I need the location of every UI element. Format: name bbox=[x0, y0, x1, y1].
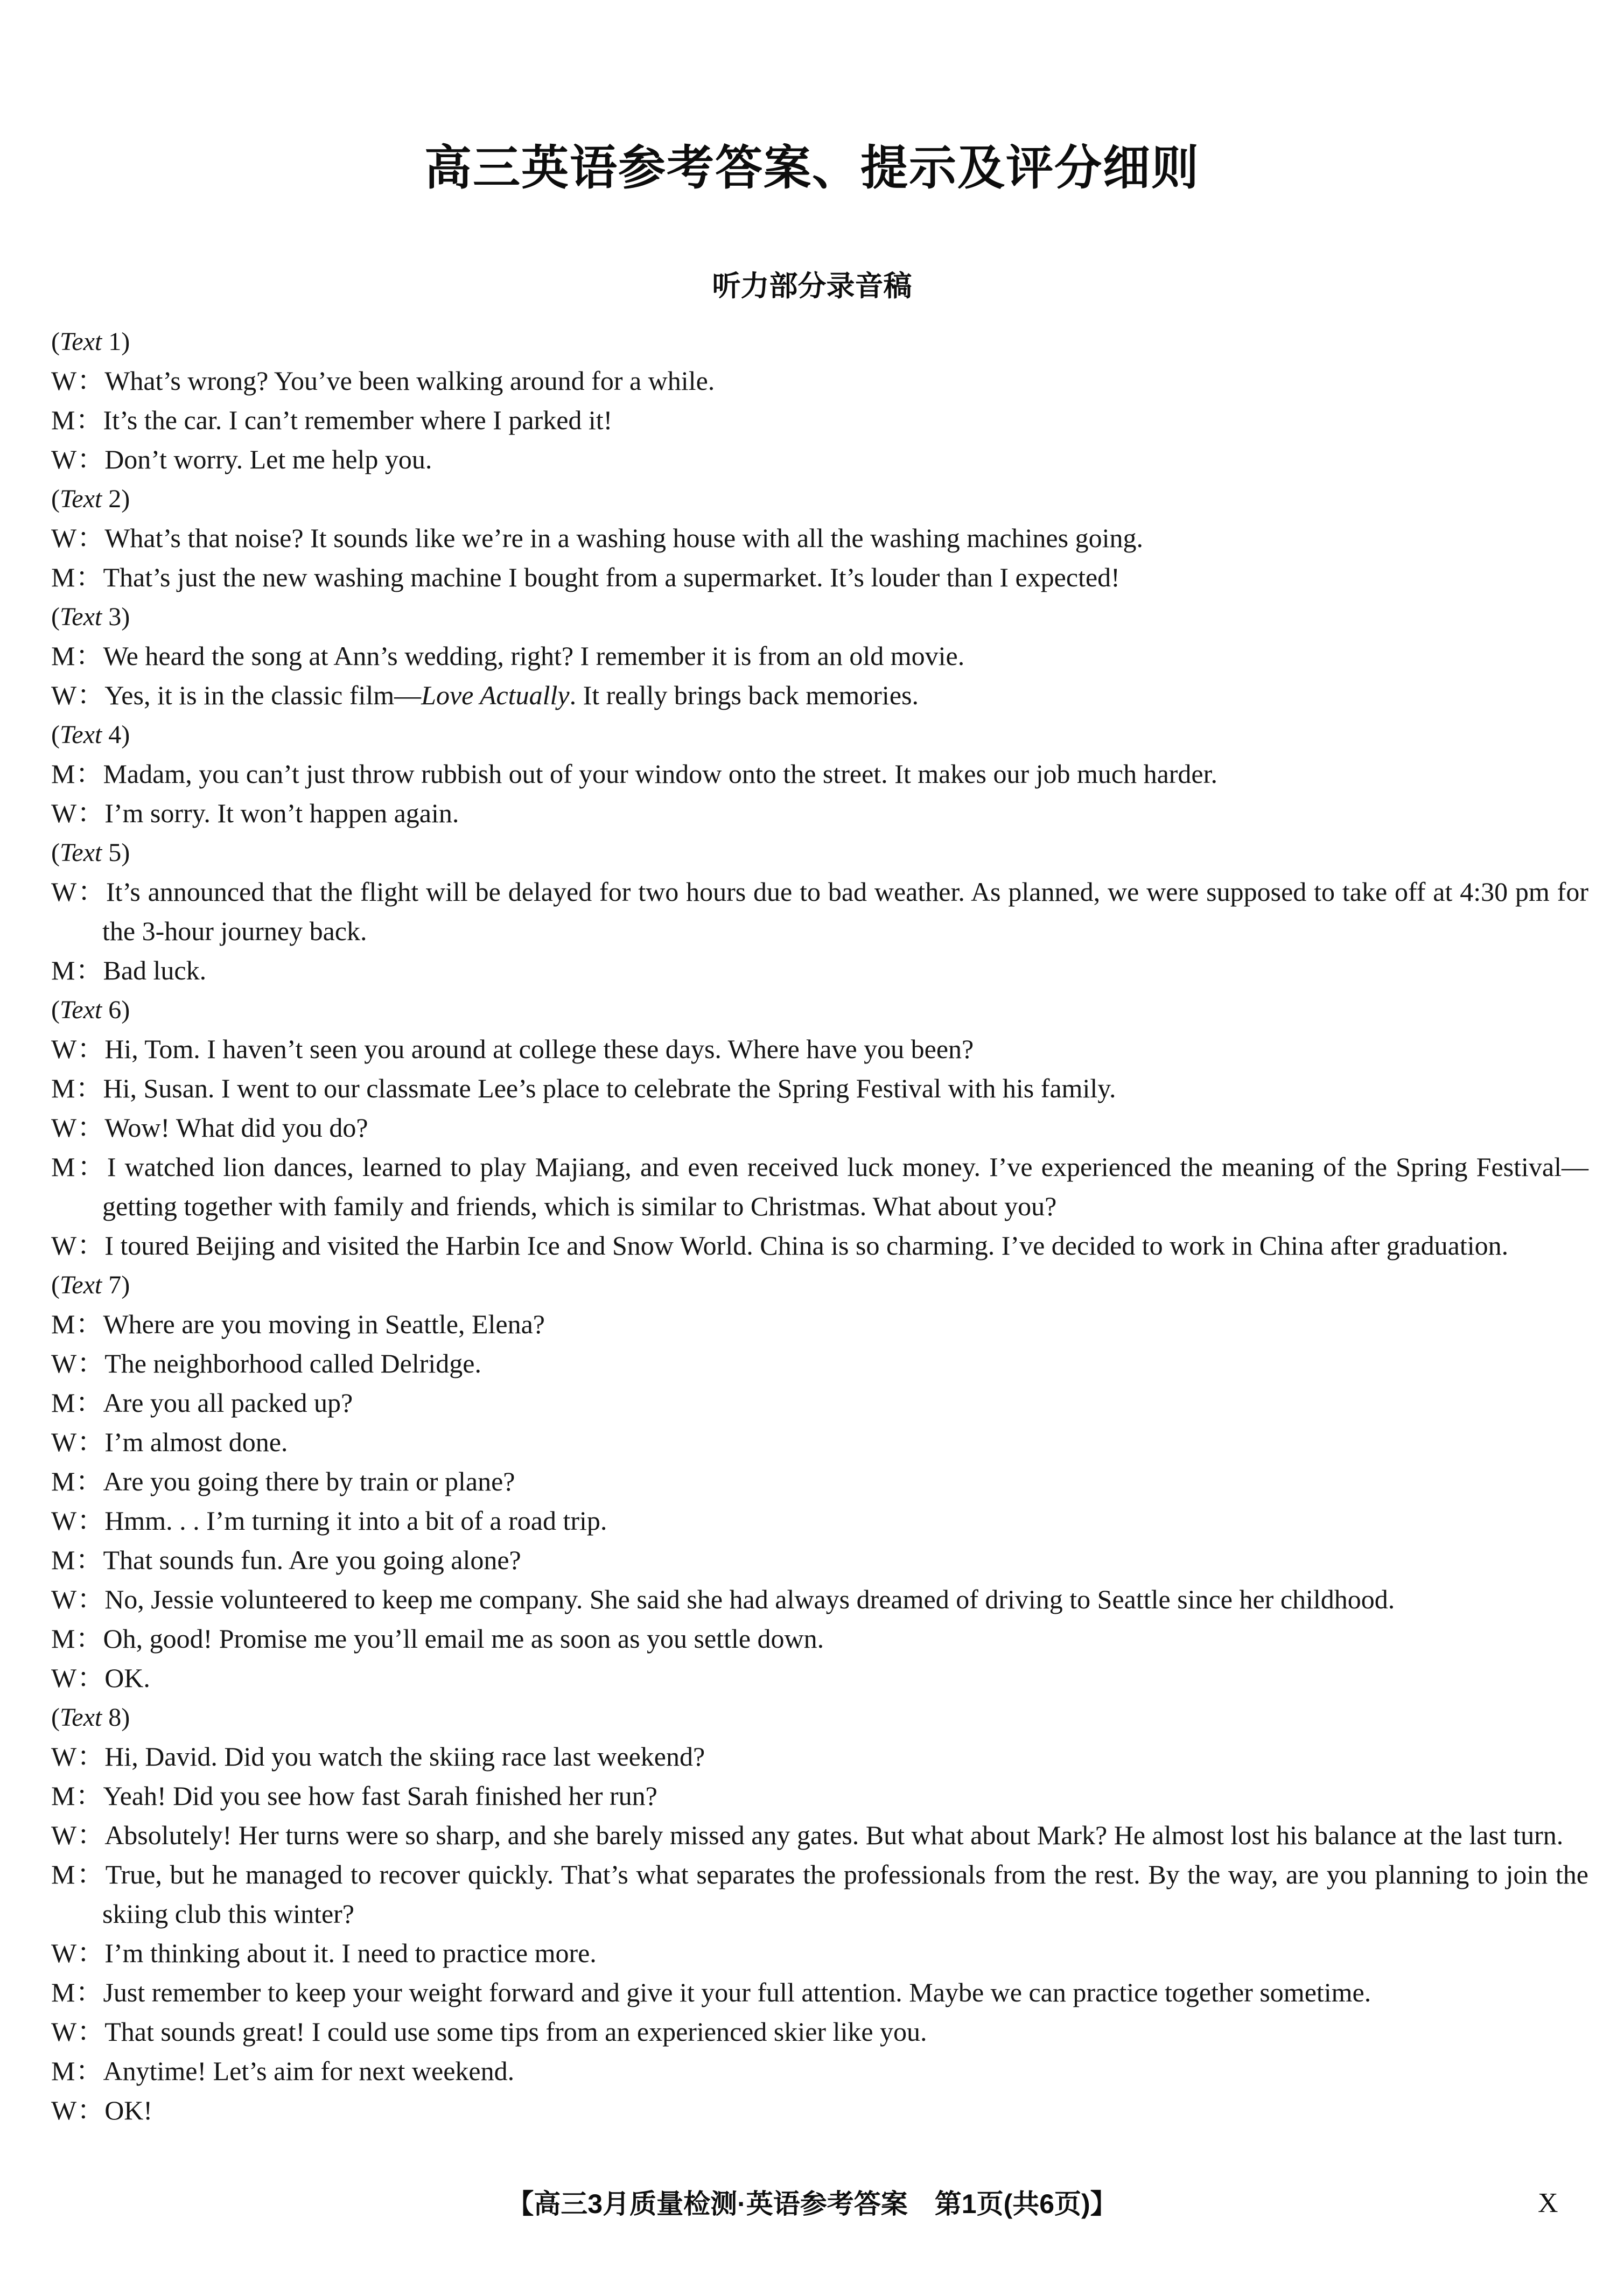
dialogue-line: W：What’s that noise? It sounds like we’re in a washing house with all the washing machines going. bbox=[51, 523, 1143, 553]
speaker-label: M： bbox=[51, 1977, 103, 2007]
dialogue-line: M：That’s just the new washing machine I bought from a supermarket. It’s louder than I expected! bbox=[51, 562, 1120, 592]
dialogue-line: M：Just remember to keep your weight forward and give it your full attention. Maybe we can practice together sometime. bbox=[51, 1977, 1371, 2007]
text-marker-word: Text bbox=[59, 603, 102, 631]
corner-mark: X bbox=[1538, 2188, 1558, 2218]
dialogue-line: W：OK! bbox=[51, 2095, 153, 2125]
dialogue-line: M：Oh, good! Promise me you’ll email me as soon as you settle down. bbox=[51, 1623, 824, 1654]
transcript bbox=[51, 322, 1588, 2130]
dialogue-line: M：Are you all packed up? bbox=[51, 1388, 353, 1418]
speaker-label: W： bbox=[51, 877, 106, 907]
dialogue-line: W：That sounds great! I could use some tips from an experienced skier like you. bbox=[51, 2017, 927, 2047]
dialogue-line: M：Where are you moving in Seattle, Elena? bbox=[51, 1309, 545, 1339]
speaker-label: W： bbox=[51, 1427, 105, 1457]
speaker-label: W： bbox=[51, 1506, 105, 1536]
speaker-label: W： bbox=[51, 1820, 105, 1850]
dialogue-line: M：Madam, you can’t just throw rubbish out of your window onto the street. It makes our job much harder. bbox=[51, 759, 1217, 789]
text-marker-word: Text bbox=[59, 838, 102, 867]
speaker-label: M： bbox=[51, 1545, 103, 1575]
dialogue-line: M：Anytime! Let’s aim for next weekend. bbox=[51, 2056, 515, 2086]
dialogue-line: M：It’s the car. I can’t remember where I parked it! bbox=[51, 405, 613, 435]
dialogue-line: W：Hmm. . . I’m turning it into a bit of a road trip. bbox=[51, 1506, 607, 1536]
text-marker: (Text 3) bbox=[51, 603, 130, 631]
dialogue-line: W：No, Jessie volunteered to keep me company. She said she had always dreamed of driving to Seattle since her childhood. bbox=[51, 1584, 1395, 1614]
dialogue-line: W：It’s announced that the flight will be delayed for two hours due to bad weather. As planned, we were supposed to take off at 4:30 pm for the 3-hour journey back. bbox=[51, 877, 1588, 946]
text-marker: (Text 2) bbox=[51, 485, 130, 513]
dialogue-line: M：That sounds fun. Are you going alone? bbox=[51, 1545, 521, 1575]
speaker-label: W： bbox=[51, 1663, 105, 1693]
speaker-label: M： bbox=[51, 1623, 103, 1654]
text-marker: (Text 5) bbox=[51, 838, 130, 867]
dialogue-line: W：Absolutely! Her turns were so sharp, and she barely missed any gates. But what about Mark? He almost lost his balance at the last turn. bbox=[51, 1820, 1564, 1850]
speaker-label: M： bbox=[51, 405, 103, 435]
speaker-label: M： bbox=[51, 1388, 103, 1418]
speaker-label: M： bbox=[51, 1073, 103, 1103]
dialogue-line: W：Hi, Tom. I haven’t seen you around at college these days. Where have you been? bbox=[51, 1034, 974, 1064]
speaker-label: M： bbox=[51, 2056, 103, 2086]
speaker-label: M： bbox=[51, 1859, 106, 1889]
dialogue-line: M：Yeah! Did you see how fast Sarah finished her run? bbox=[51, 1781, 657, 1811]
speaker-label: W： bbox=[51, 444, 105, 474]
dialogue-line: W：The neighborhood called Delridge. bbox=[51, 1348, 481, 1378]
section-subtitle: 听力部分录音稿 bbox=[712, 270, 912, 302]
dialogue-line: M：I watched lion dances, learned to play Majiang, and even received luck money. I’ve experienced the meaning of the Spring Festival—getting together with family and friends, which is similar to Christmas. What about you? bbox=[51, 1152, 1588, 1221]
speaker-label: M： bbox=[51, 955, 103, 985]
text-marker-word: Text bbox=[59, 327, 102, 356]
text-marker-word: Text bbox=[59, 996, 102, 1024]
dialogue-line: W：Wow! What did you do? bbox=[51, 1112, 368, 1143]
speaker-label: W： bbox=[51, 1584, 105, 1614]
dialogue-line: W：I’m thinking about it. I need to practice more. bbox=[51, 1938, 597, 1968]
dialogue-line: M：Bad luck. bbox=[51, 955, 207, 985]
speaker-label: M： bbox=[51, 1466, 103, 1496]
speaker-label: W： bbox=[51, 798, 105, 828]
text-marker-word: Text bbox=[59, 485, 102, 513]
text-marker: (Text 8) bbox=[51, 1703, 130, 1732]
text-marker-word: Text bbox=[59, 1703, 102, 1732]
dialogue-line: W：Yes, it is in the classic film—Love Actually. It really brings back memories. bbox=[51, 680, 919, 710]
speaker-label: W： bbox=[51, 680, 105, 710]
speaker-label: M： bbox=[51, 562, 103, 592]
speaker-label: W： bbox=[51, 1741, 105, 1772]
speaker-label: W： bbox=[51, 1034, 105, 1064]
dialogue-line: W：I toured Beijing and visited the Harbin Ice and Snow World. China is so charming. I’ve decided to work in China after graduation. bbox=[51, 1230, 1509, 1261]
speaker-label: W： bbox=[51, 523, 105, 553]
speaker-label: W： bbox=[51, 1112, 105, 1143]
dialogue-line: M：We heard the song at Ann’s wedding, right? I remember it is from an old movie. bbox=[51, 641, 965, 671]
text-marker-word: Text bbox=[59, 1271, 102, 1299]
speaker-label: M： bbox=[51, 1309, 103, 1339]
dialogue-line: M：Are you going there by train or plane? bbox=[51, 1466, 515, 1496]
text-marker: (Text 4) bbox=[51, 720, 130, 749]
speaker-label: M： bbox=[51, 1781, 103, 1811]
speaker-label: W： bbox=[51, 1230, 105, 1261]
speaker-label: W： bbox=[51, 1348, 105, 1378]
dialogue-line: W：Don’t worry. Let me help you. bbox=[51, 444, 432, 474]
speaker-label: M： bbox=[51, 641, 103, 671]
dialogue-line: W：What’s wrong? You’ve been walking around for a while. bbox=[51, 366, 715, 396]
dialogue-line: W：I’m almost done. bbox=[51, 1427, 288, 1457]
speaker-label: W： bbox=[51, 2017, 105, 2047]
text-marker: (Text 6) bbox=[51, 996, 130, 1024]
footer-label: 【高三3月质量检测·英语参考答案 第1页(共6页)】 bbox=[507, 2189, 1117, 2219]
dialogue-line: M：Hi, Susan. I went to our classmate Lee’s place to celebrate the Spring Festival with his family. bbox=[51, 1073, 1116, 1103]
dialogue-line: W：OK. bbox=[51, 1663, 150, 1693]
dialogue-line: W：I’m sorry. It won’t happen again. bbox=[51, 798, 459, 828]
speaker-label: M： bbox=[51, 759, 103, 789]
text-marker: (Text 7) bbox=[51, 1271, 130, 1299]
page-footer bbox=[0, 2187, 1624, 2221]
text-marker-word: Text bbox=[59, 720, 102, 749]
text-marker: (Text 1) bbox=[51, 327, 130, 356]
speaker-label: W： bbox=[51, 2095, 105, 2125]
italic-title: Love Actually bbox=[421, 680, 570, 710]
speaker-label: W： bbox=[51, 366, 105, 396]
dialogue-line: W：Hi, David. Did you watch the skiing race last weekend? bbox=[51, 1741, 705, 1772]
speaker-label: W： bbox=[51, 1938, 105, 1968]
speaker-label: M： bbox=[51, 1152, 107, 1182]
page-title: 高三英语参考答案、提示及评分细则 bbox=[424, 141, 1200, 194]
dialogue-line: M：True, but he managed to recover quickly. That’s what separates the professionals from the rest. By the way, are you planning to join the skiing club this winter? bbox=[51, 1859, 1588, 1929]
